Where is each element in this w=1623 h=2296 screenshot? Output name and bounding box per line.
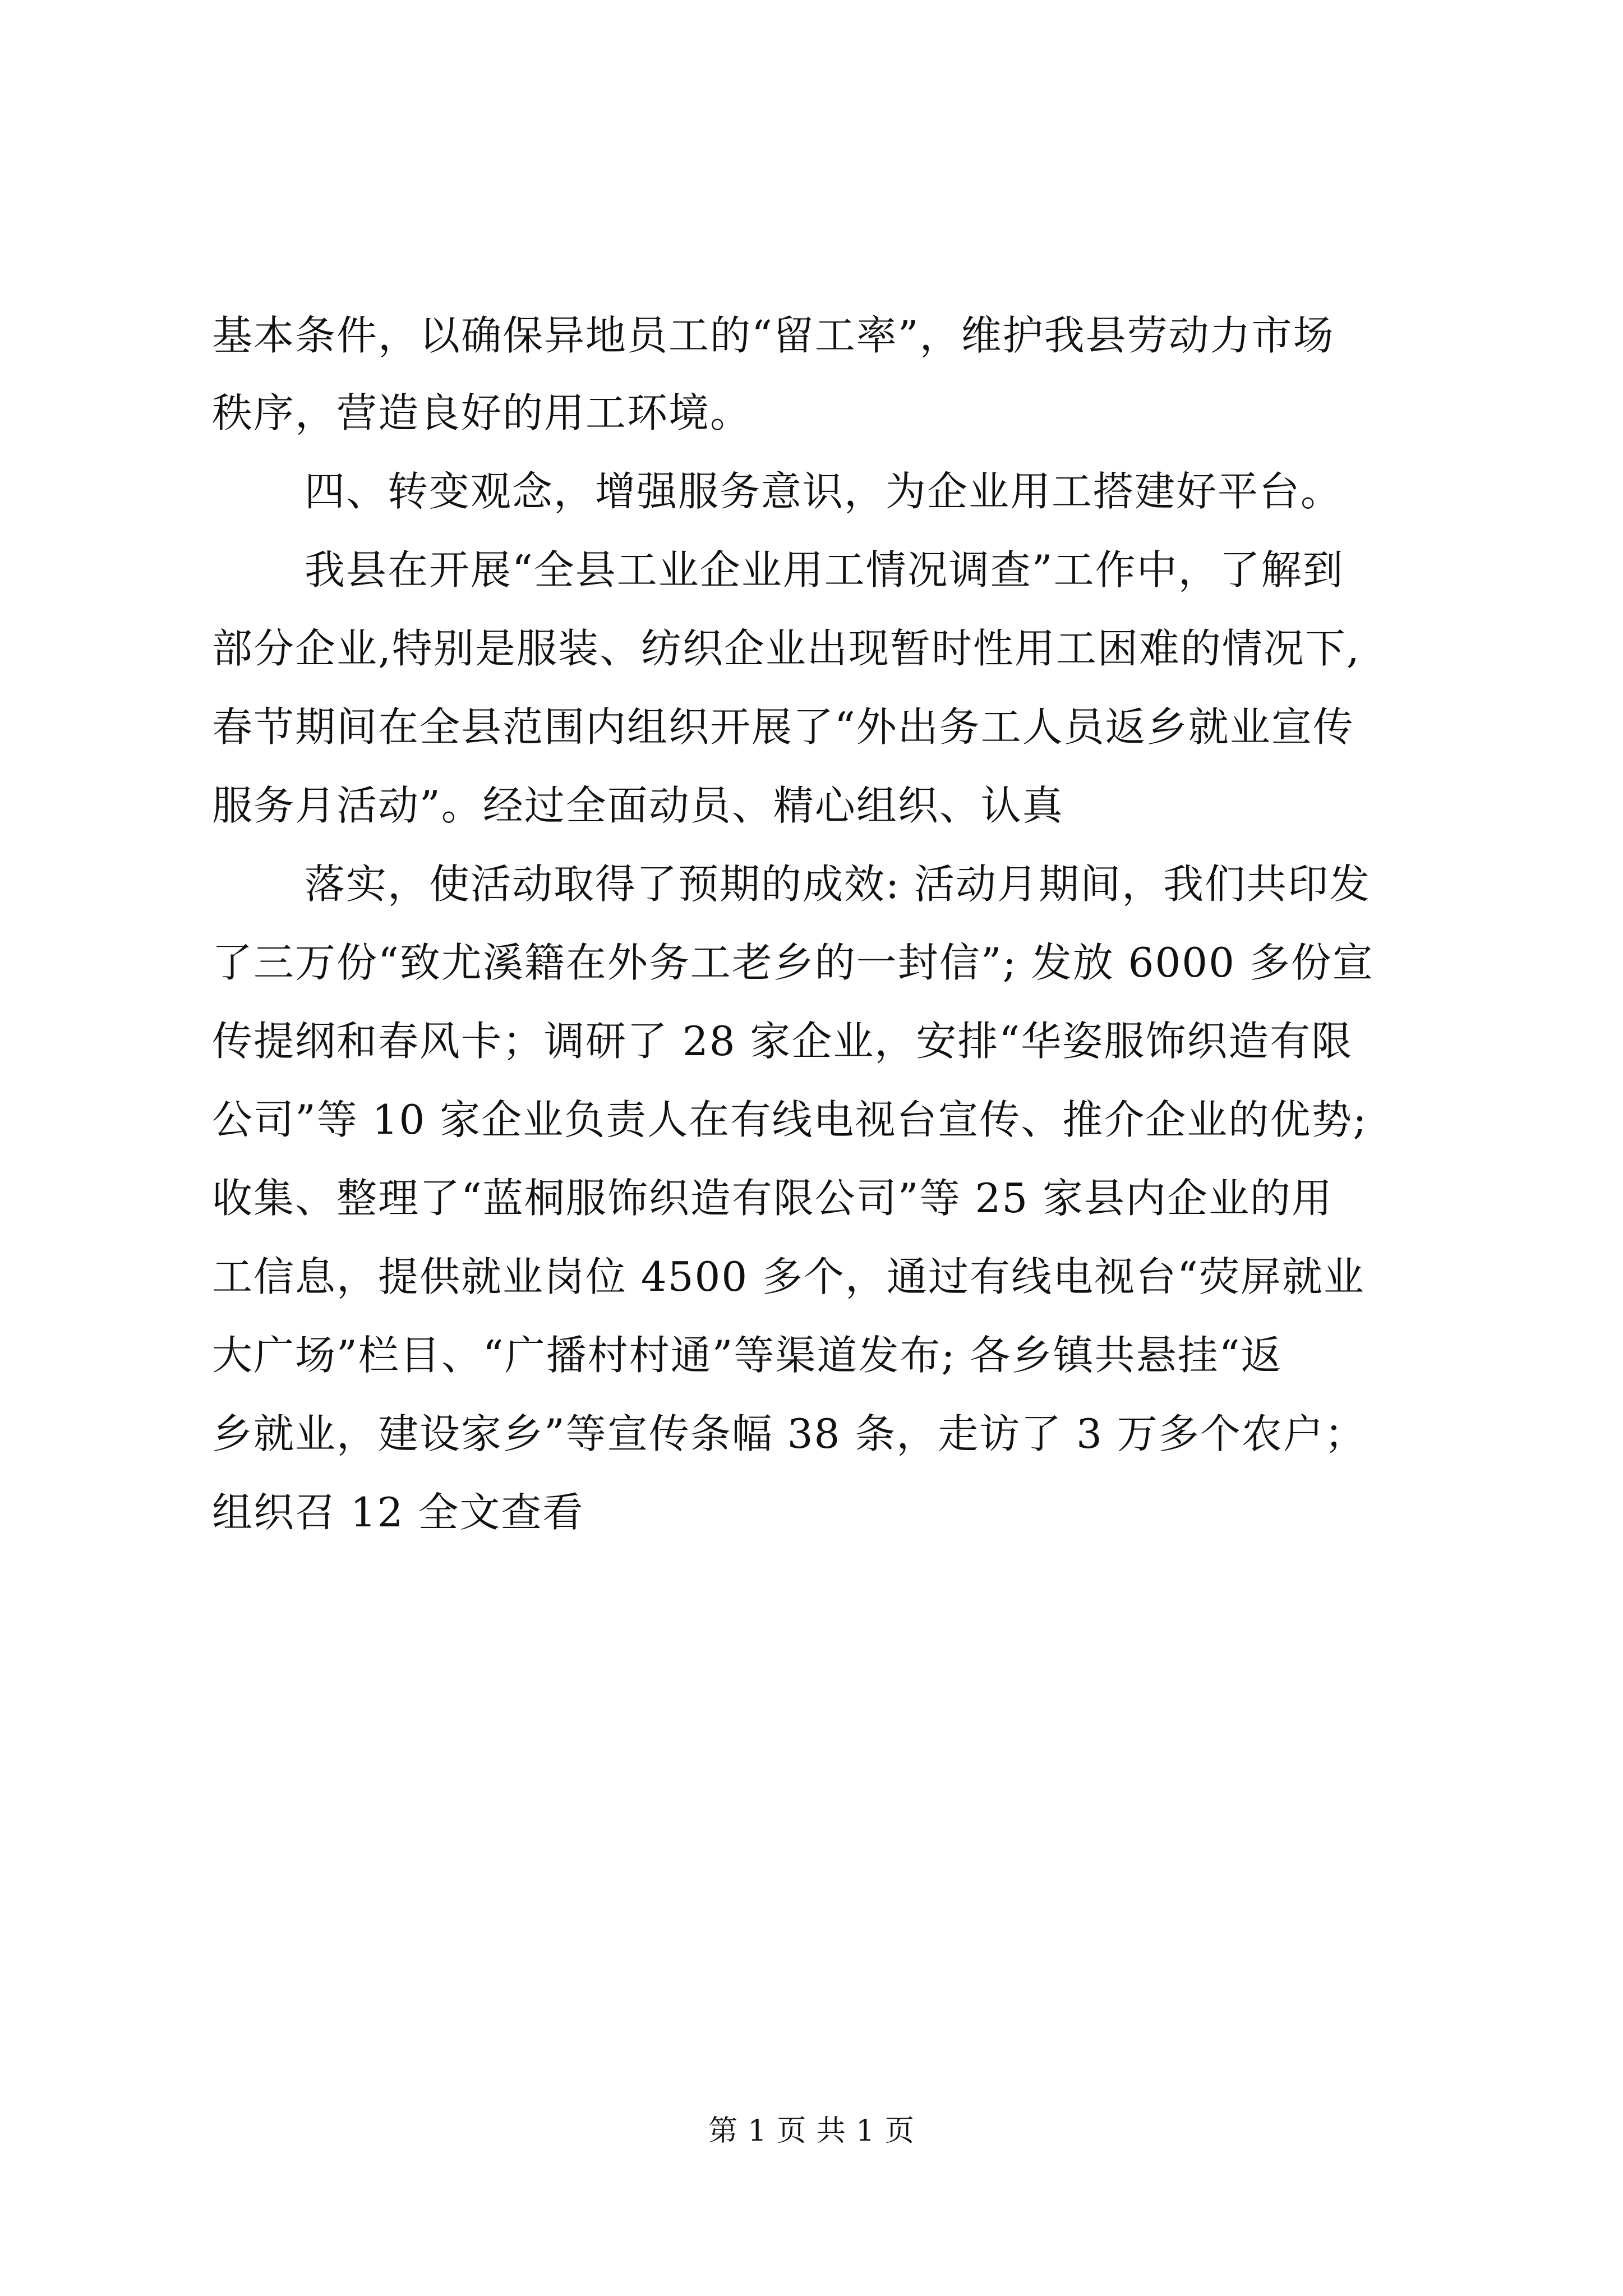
- body-text-line: 公司”等 10 家企业负责人在有线电视台宣传、推介企业的优势;: [212, 1096, 1368, 1143]
- body-text-line: 工信息，提供就业岗位 4500 多个，通过有线电视台“荧屏就业: [212, 1253, 1365, 1300]
- body-text-line: 春节期间在全县范围内组织开展了“外出务工人员返乡就业宣传: [212, 703, 1354, 751]
- body-text-line: 我县在开展“全县工业企业用工情况调查”工作中，了解到: [305, 546, 1344, 593]
- page-footer: 第 1 页 共 1 页: [708, 2114, 915, 2148]
- body-text-line-with-link[interactable]: 组织召 12 全文查看: [212, 1489, 584, 1536]
- body-text-line: 落实，使活动取得了预期的成效: 活动月期间，我们共印发: [305, 861, 1371, 908]
- body-text-line: 了三万份“致尤溪籍在外务工老乡的一封信”; 发放 6000 多份宣: [212, 939, 1374, 986]
- body-text-line: 大广场”栏目、“广播村村通”等渠道发布; 各乡镇共悬挂“返: [212, 1332, 1283, 1379]
- body-text-line: 基本条件，以确保异地员工的“留工率”，维护我县劳动力市场: [212, 312, 1335, 359]
- body-text-line: 乡就业，建设家乡”等宣传条幅 38 条，走访了 3 万多个农户；: [212, 1410, 1366, 1457]
- section-heading: 四、转变观念，增强服务意识，为企业用工搭建好平台。: [305, 468, 1343, 515]
- body-text-line: 秩序，营造良好的用工环境。: [212, 389, 752, 436]
- body-text-line: 服务月活动”。经过全面动员、精心组织、认真: [212, 782, 1064, 829]
- body-text-line: 传提纲和春风卡；调研了 28 家企业，安排“华姿服饰织造有限: [212, 1018, 1353, 1065]
- body-text-line: 收集、整理了“蓝桐服饰织造有限公司”等 25 家县内企业的用: [212, 1175, 1334, 1222]
- body-text-line: 部分企业,特别是服装、纺织企业出现暂时性用工困难的情况下,: [212, 625, 1361, 672]
